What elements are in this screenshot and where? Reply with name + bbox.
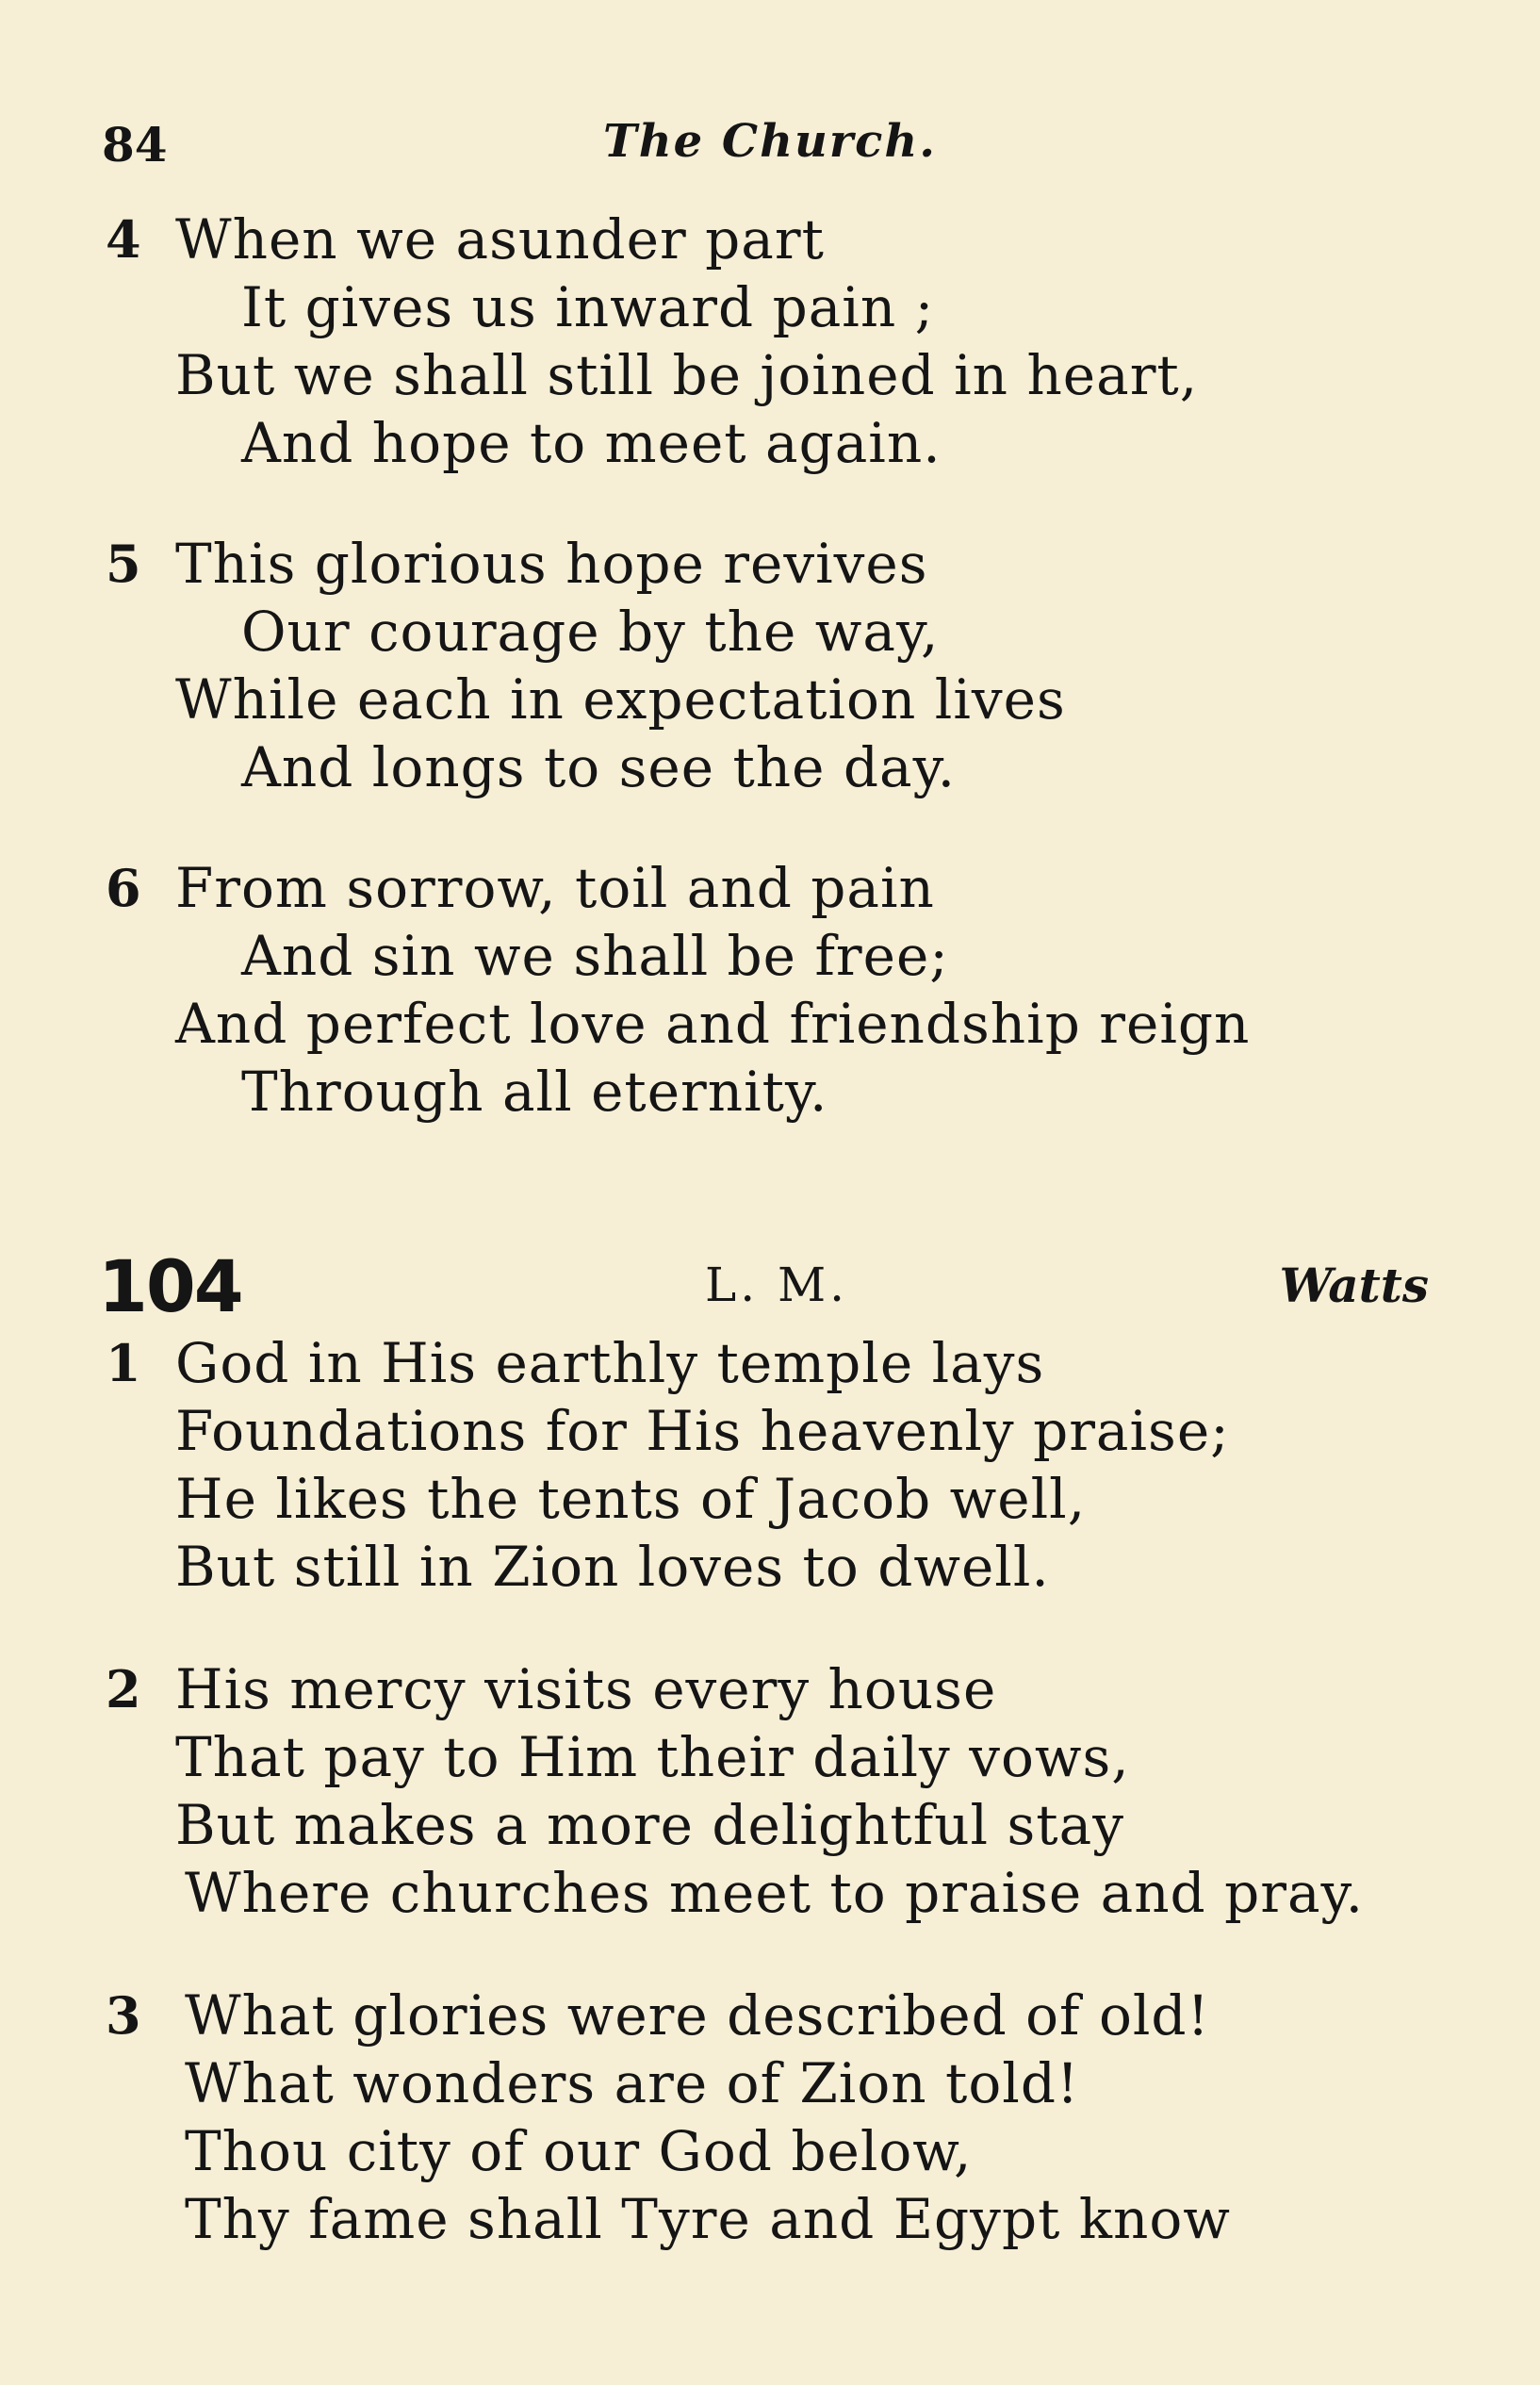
verse-number: 1 xyxy=(106,1333,141,1393)
running-head xyxy=(0,111,1540,177)
stanza-line: While each in expectation lives xyxy=(175,667,1066,732)
stanza-line: It gives us inward pain ; xyxy=(241,275,935,339)
stanza-line: This glorious hope revives xyxy=(175,532,928,596)
stanza-line: Thou city of our God below, xyxy=(185,2119,973,2183)
page-number: 84 xyxy=(102,117,168,173)
stanza-line: Through all eternity. xyxy=(241,1060,828,1124)
stanza-line: And hope to meet again. xyxy=(241,411,942,475)
stanza-line: Our courage by the way, xyxy=(241,600,940,664)
verse-number: 3 xyxy=(106,1985,141,2046)
stanza-line: When we asunder part xyxy=(175,207,825,271)
stanza-line: But still in Zion loves to dwell. xyxy=(175,1535,1050,1599)
stanza-line: Where churches meet to praise and pray. xyxy=(185,1861,1365,1925)
stanza-line: God in His earthly temple lays xyxy=(175,1331,1045,1395)
stanza-line: What glories were described of old! xyxy=(185,1983,1210,2048)
verse-number: 4 xyxy=(106,209,141,270)
stanza-line: His mercy visits every house xyxy=(175,1657,997,1721)
hymn-number: 104 xyxy=(98,1244,242,1328)
stanza-line: From sorrow, toil and pain xyxy=(175,856,935,920)
stanza-line: And longs to see the day. xyxy=(241,735,957,799)
stanza-line: And sin we shall be free; xyxy=(241,924,949,988)
hymn-meter: L. M. xyxy=(705,1258,849,1312)
hymn-author: Watts xyxy=(1279,1258,1429,1313)
running-title: The Church. xyxy=(603,115,937,168)
verse-number: 6 xyxy=(106,858,141,918)
stanza-line: What wonders are of Zion told! xyxy=(185,2051,1080,2115)
verse-number: 5 xyxy=(106,534,141,594)
stanza-line: That pay to Him their daily vows, xyxy=(175,1725,1130,1789)
stanza-line: But makes a more delightful stay xyxy=(175,1793,1124,1857)
verse-number: 2 xyxy=(106,1659,141,1719)
stanza-line: Foundations for His heavenly praise; xyxy=(175,1399,1230,1463)
stanza-line: But we shall still be joined in heart, xyxy=(175,343,1199,407)
stanza-line: And perfect love and friendship reign xyxy=(175,992,1251,1056)
hymn-heading xyxy=(0,1244,1540,1329)
stanza-line: Thy fame shall Tyre and Egypt know xyxy=(185,2187,1231,2251)
stanza-line: He likes the tents of Jacob well, xyxy=(175,1467,1087,1531)
